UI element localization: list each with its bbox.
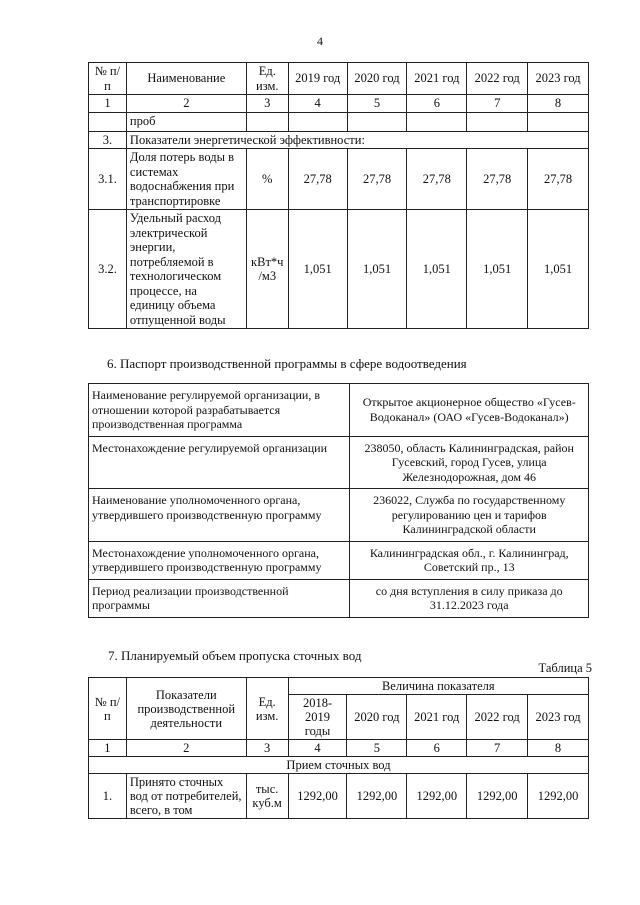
row-value: 1292,00 (407, 774, 467, 819)
column-number: 3 (246, 740, 288, 757)
column-number: 3 (246, 95, 288, 113)
table-label: Таблица 5 (538, 661, 592, 675)
header-year: 2023 год (528, 695, 589, 740)
header-name: Наименование (126, 63, 246, 95)
row-value: 1292,00 (528, 774, 589, 819)
passport-table (88, 383, 589, 618)
header-num: № п/п (89, 678, 127, 740)
passport-row (89, 541, 589, 579)
table-row (89, 774, 589, 819)
header-year: 2023 год (528, 63, 589, 95)
row-value: 27,78 (407, 149, 467, 210)
row-value: 1292,00 (347, 774, 407, 819)
row-value: 1,051 (347, 210, 407, 329)
page-number: 4 (317, 34, 323, 48)
passport-row (89, 489, 589, 542)
section-title: Показатели энергетической эффективности: (126, 131, 588, 149)
section-6-heading: 6. Паспорт производственной программы в сфере водоотведения (107, 356, 467, 371)
row-name: Доля потерь воды в системах водоснабжения при транспортировке (126, 149, 246, 210)
column-number: 6 (407, 740, 467, 757)
column-number: 7 (467, 95, 528, 113)
passport-row (89, 384, 589, 437)
column-number: 5 (347, 740, 407, 757)
passport-label: Наименование уполномоченного органа, утвердившего производственную программу (89, 489, 350, 542)
header-unit: Ед. изм. (246, 63, 288, 95)
column-number: 6 (407, 95, 467, 113)
column-number: 2 (126, 740, 246, 757)
column-number: 7 (467, 740, 528, 757)
row-value: 1,051 (407, 210, 467, 329)
numbering-row (89, 95, 589, 113)
passport-value: 238050, область Калининградская, район Гусевский, город Гусев, улица Железнодорожная, дом 46 (350, 436, 589, 489)
row-value: 1,051 (528, 210, 589, 329)
row-unit: кВт*ч /м3 (246, 210, 288, 329)
row-value: 27,78 (288, 149, 347, 210)
row-value: 27,78 (347, 149, 407, 210)
row-unit: тыс. куб.м (246, 774, 288, 819)
passport-label: Местонахождение регулируемой организации (89, 436, 350, 489)
continuation-text: проб (126, 112, 246, 131)
passport-value: со дня вступления в силу приказа до 31.12.2023 года (350, 579, 589, 617)
row-value: 27,78 (467, 149, 528, 210)
row-unit: % (246, 149, 288, 210)
column-number: 5 (347, 95, 407, 113)
section-7-heading: 7. Планируемый объем пропуска сточных вод (108, 648, 362, 663)
column-number: 4 (288, 740, 347, 757)
energy-indicators-table (88, 62, 589, 329)
row-value: 1,051 (288, 210, 347, 329)
wastewater-volume-table (88, 677, 589, 819)
row-number: 1. (89, 774, 127, 819)
header-num: № п/п (89, 63, 127, 95)
header-name: Показатели производственной деятельности (126, 678, 246, 740)
passport-label: Наименование регулируемой организации, в отношении которой разрабатывается производственная программа (89, 384, 350, 437)
header-year: 2020 год (347, 695, 407, 740)
section-row (89, 757, 589, 774)
row-name: Принято сточных вод от потребителей, всего, в том (126, 774, 246, 819)
header-year: 2019 год (288, 63, 347, 95)
passport-row (89, 579, 589, 617)
section-title: Прием сточных вод (89, 757, 589, 774)
column-number: 8 (528, 740, 589, 757)
header-year: 2022 год (467, 695, 528, 740)
header-year: 2022 год (467, 63, 528, 95)
row-value: 1292,00 (467, 774, 528, 819)
header-year: 2021 год (407, 63, 467, 95)
header-year: 2020 год (347, 63, 407, 95)
column-number: 4 (288, 95, 347, 113)
table-header-row (89, 678, 589, 695)
column-number: 1 (89, 95, 127, 113)
passport-value: Открытое акционерное общество «Гусев-Водоканал» (ОАО «Гусев-Водоканал») (350, 384, 589, 437)
table-row (89, 210, 589, 329)
table-header-row (89, 63, 589, 95)
section-number: 3. (89, 131, 127, 149)
passport-value: 236022, Служба по государственному регулированию цен и тарифов Калининградской области (350, 489, 589, 542)
passport-label: Местонахождение уполномоченного органа, утвердившего производственную программу (89, 541, 350, 579)
row-number: 3.1. (89, 149, 127, 210)
column-number: 2 (126, 95, 246, 113)
column-number: 8 (528, 95, 589, 113)
row-value: 1,051 (467, 210, 528, 329)
passport-row (89, 436, 589, 489)
table-row (89, 149, 589, 210)
row-value: 27,78 (528, 149, 589, 210)
row-name: Удельный расход электрической энергии, потребляемой в технологическом процессе, на единицу объема отпущенной воды (126, 210, 246, 329)
header-year: 2018-2019 годы (288, 695, 347, 740)
continuation-row (89, 112, 589, 131)
section-row (89, 131, 589, 149)
column-number: 1 (89, 740, 127, 757)
row-number: 3.2. (89, 210, 127, 329)
row-value: 1292,00 (288, 774, 347, 819)
header-year: 2021 год (407, 695, 467, 740)
numbering-row (89, 740, 589, 757)
header-group: Величина показателя (288, 678, 588, 695)
passport-label: Период реализации производственной программы (89, 579, 350, 617)
header-unit: Ед. изм. (246, 678, 288, 740)
passport-value: Калининградская обл., г. Калининград, Советский пр., 13 (350, 541, 589, 579)
